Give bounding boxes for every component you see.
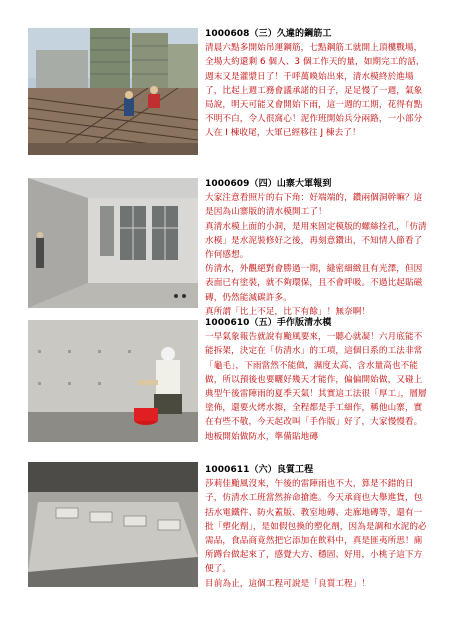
entry-paragraph: 莎莉佳颱風沒來，午後的雷陣雨也不大，算是不錯的日子，仿清水工班當然拚命搶進。今天承商也大舉進貨，包括水電鐵件、防火蓋版、教室地磚、走廊地磚等，還有一批「塑化劑」，是如假包換的塑化劑，因為是調和水泥的必需品，食品商竟然把它添加在飲料中，真是匪夷所思！廁所蹲台做起來了，感覺大方、穩固、好用，小桃子這下方便了。 (205, 479, 427, 575)
toilet-platform-photo (28, 462, 198, 587)
entry-title: 1000608（三）久違的鋼筋工 (205, 29, 332, 39)
entry-paragraph: 仿清水，外觀絕對會勝過一期，縫密細緻且有光澤，但因表面已有塗裝，就不夠環保，且不會呼吸。不過比起貼磁磚，仍然能減碳許多。 (205, 264, 423, 303)
entry-paragraph: 清晨六點多開始吊運鋼筋，七點鋼筋工就開上頂樓戰場， (205, 43, 423, 54)
entry-paragraph: 一早氣象報告就說有颱風要來，一聽心就凝！六月底能不能拆架，決定在「仿清水」的工項，這個日系的工法非常「龜毛」，下雨當然不能做，濕度太高、含水量高也不能做，所以預後也要曬好幾天才能作，偏偏開始做，又碰上典型午後雷陣雨的夏季天氣！其實這工法很「厚工」，層層塗佈，還要火烤水擦，全程都是手工細作，稱他山寨，實在有些不敬，今天起改叫「手作版」好了，大家慢慢看。地板開始做防水，準備貼地磚 (205, 332, 427, 442)
entry-paragraph: 大家注意看照片的右下角：好端端的，鑽兩個洞幹嘛？這是因為山寨版的清水模開工了！ (205, 193, 423, 218)
entry-title: 1000609（四）山寨大軍報到 (205, 179, 332, 189)
corridor-wall-photo (28, 178, 198, 308)
entry-paragraph: 目前為止，這個工程可說是「良質工程」！ (205, 578, 371, 589)
rebar-worker-photo (28, 28, 198, 155)
plaster-worker-photo (28, 320, 198, 442)
entry-title: 1000610（五）手作版清水模 (205, 318, 332, 328)
entry-title: 1000611（六）良質工程 (205, 465, 314, 475)
entry-paragraph: 真所謂「比上不足，比下有餘」！無奈啊！ (205, 306, 371, 317)
entry-paragraph: 真清水模上面的小洞，是用來固定模版的螺絲拴孔，「仿清水模」是水泥裝修好之後，再刻意鑽出，不知情人節看了作何感想。 (205, 221, 427, 261)
entry-paragraph: 全場大約還剩 6 個人、3 個工作天的量，如期完工的話，週末又是灌漿日了！千呼萬喚始出來，清水模終於進場了，比起上週工務會議承諾的日子，足足慢了一週，氣象局說，明天可能又會開始下雨，這一週的工期，花得有點不明不白，令人很窩心！泥作班開始兵分兩路，一小部分人在 I 棟收尾，大軍已經移往 J 棟去了！ (205, 57, 425, 139)
